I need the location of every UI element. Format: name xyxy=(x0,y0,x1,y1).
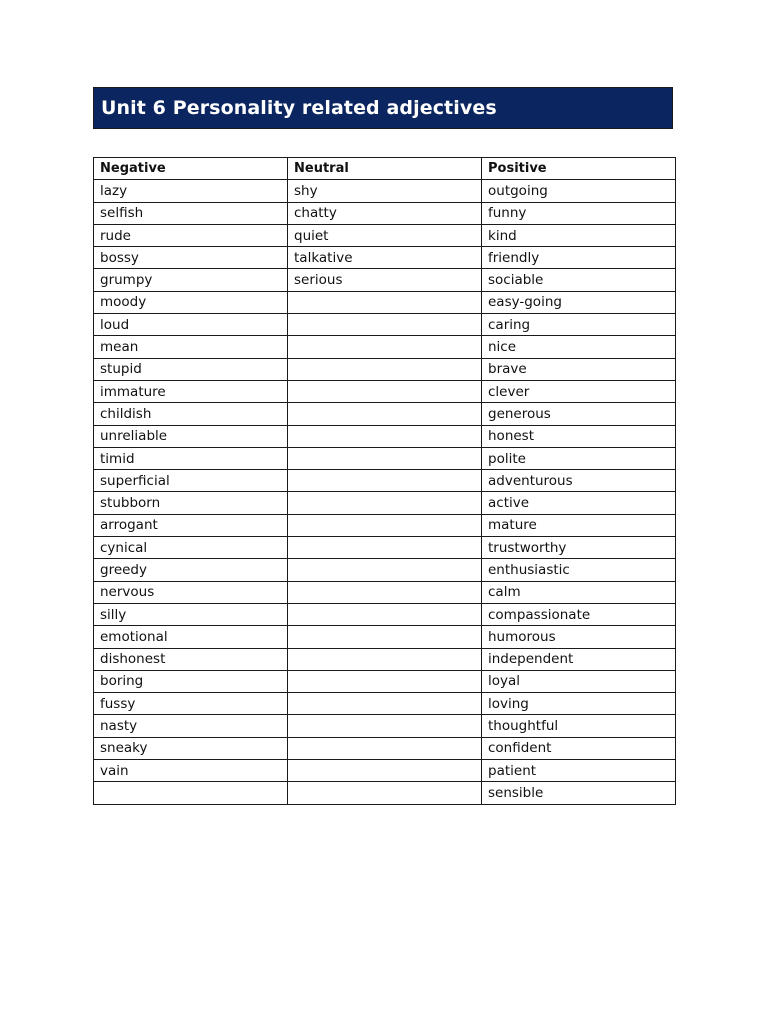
positive-cell: loyal xyxy=(482,670,676,692)
neutral-cell xyxy=(288,648,482,670)
positive-cell: generous xyxy=(482,403,676,425)
negative-cell: rude xyxy=(94,224,288,246)
positive-cell: compassionate xyxy=(482,603,676,625)
table-header-row xyxy=(94,158,676,180)
positive-cell: outgoing xyxy=(482,180,676,202)
positive-cell: active xyxy=(482,492,676,514)
negative-cell: sneaky xyxy=(94,737,288,759)
table-body xyxy=(94,180,676,804)
positive-cell: mature xyxy=(482,514,676,536)
positive-cell: sociable xyxy=(482,269,676,291)
positive-cell: friendly xyxy=(482,247,676,269)
positive-cell: calm xyxy=(482,581,676,603)
table-row xyxy=(94,447,676,469)
negative-cell: grumpy xyxy=(94,269,288,291)
negative-cell: moody xyxy=(94,291,288,313)
column-header-positive: Positive xyxy=(482,158,676,180)
positive-cell: enthusiastic xyxy=(482,559,676,581)
page-title: Unit 6 Personality related adjectives xyxy=(101,97,497,119)
positive-cell: sensible xyxy=(482,782,676,804)
negative-cell: silly xyxy=(94,603,288,625)
table-row xyxy=(94,737,676,759)
neutral-cell xyxy=(288,291,482,313)
neutral-cell: talkative xyxy=(288,247,482,269)
neutral-cell xyxy=(288,514,482,536)
neutral-cell xyxy=(288,760,482,782)
table-row xyxy=(94,537,676,559)
table-row xyxy=(94,425,676,447)
table-row xyxy=(94,760,676,782)
negative-cell: loud xyxy=(94,314,288,336)
positive-cell: brave xyxy=(482,358,676,380)
title-banner xyxy=(93,87,673,129)
negative-cell: bossy xyxy=(94,247,288,269)
neutral-cell xyxy=(288,314,482,336)
positive-cell: funny xyxy=(482,202,676,224)
negative-cell: stubborn xyxy=(94,492,288,514)
neutral-cell xyxy=(288,492,482,514)
negative-cell xyxy=(94,782,288,804)
positive-cell: thoughtful xyxy=(482,715,676,737)
positive-cell: humorous xyxy=(482,626,676,648)
negative-cell: selfish xyxy=(94,202,288,224)
table-row xyxy=(94,380,676,402)
table-row xyxy=(94,224,676,246)
neutral-cell: chatty xyxy=(288,202,482,224)
positive-cell: trustworthy xyxy=(482,537,676,559)
positive-cell: honest xyxy=(482,425,676,447)
table-row xyxy=(94,403,676,425)
table-row xyxy=(94,247,676,269)
negative-cell: stupid xyxy=(94,358,288,380)
table-row xyxy=(94,514,676,536)
table-row xyxy=(94,782,676,804)
table-row xyxy=(94,581,676,603)
negative-cell: immature xyxy=(94,380,288,402)
table-row xyxy=(94,470,676,492)
negative-cell: nervous xyxy=(94,581,288,603)
neutral-cell xyxy=(288,447,482,469)
table-row xyxy=(94,693,676,715)
positive-cell: independent xyxy=(482,648,676,670)
neutral-cell xyxy=(288,581,482,603)
negative-cell: boring xyxy=(94,670,288,692)
neutral-cell xyxy=(288,425,482,447)
table-row xyxy=(94,626,676,648)
negative-cell: dishonest xyxy=(94,648,288,670)
negative-cell: unreliable xyxy=(94,425,288,447)
table-row xyxy=(94,180,676,202)
positive-cell: loving xyxy=(482,693,676,715)
neutral-cell xyxy=(288,537,482,559)
positive-cell: kind xyxy=(482,224,676,246)
table-row xyxy=(94,492,676,514)
table-row xyxy=(94,559,676,581)
positive-cell: confident xyxy=(482,737,676,759)
neutral-cell: shy xyxy=(288,180,482,202)
neutral-cell xyxy=(288,737,482,759)
table-row xyxy=(94,291,676,313)
positive-cell: polite xyxy=(482,447,676,469)
neutral-cell xyxy=(288,470,482,492)
negative-cell: lazy xyxy=(94,180,288,202)
positive-cell: patient xyxy=(482,760,676,782)
neutral-cell: quiet xyxy=(288,224,482,246)
negative-cell: cynical xyxy=(94,537,288,559)
negative-cell: childish xyxy=(94,403,288,425)
negative-cell: arrogant xyxy=(94,514,288,536)
negative-cell: nasty xyxy=(94,715,288,737)
neutral-cell xyxy=(288,670,482,692)
table-row xyxy=(94,603,676,625)
adjectives-table xyxy=(93,157,676,805)
table-row xyxy=(94,269,676,291)
neutral-cell xyxy=(288,603,482,625)
neutral-cell xyxy=(288,358,482,380)
neutral-cell xyxy=(288,559,482,581)
table-row xyxy=(94,358,676,380)
positive-cell: nice xyxy=(482,336,676,358)
positive-cell: caring xyxy=(482,314,676,336)
neutral-cell xyxy=(288,693,482,715)
table-row xyxy=(94,670,676,692)
column-header-negative: Negative xyxy=(94,158,288,180)
neutral-cell xyxy=(288,782,482,804)
table-row xyxy=(94,202,676,224)
negative-cell: vain xyxy=(94,760,288,782)
positive-cell: adventurous xyxy=(482,470,676,492)
negative-cell: emotional xyxy=(94,626,288,648)
neutral-cell xyxy=(288,336,482,358)
neutral-cell xyxy=(288,403,482,425)
negative-cell: mean xyxy=(94,336,288,358)
negative-cell: greedy xyxy=(94,559,288,581)
negative-cell: timid xyxy=(94,447,288,469)
neutral-cell xyxy=(288,715,482,737)
negative-cell: superficial xyxy=(94,470,288,492)
column-header-neutral: Neutral xyxy=(288,158,482,180)
table-row xyxy=(94,336,676,358)
neutral-cell: serious xyxy=(288,269,482,291)
table-row xyxy=(94,648,676,670)
table-row xyxy=(94,715,676,737)
positive-cell: clever xyxy=(482,380,676,402)
positive-cell: easy-going xyxy=(482,291,676,313)
negative-cell: fussy xyxy=(94,693,288,715)
table-row xyxy=(94,314,676,336)
neutral-cell xyxy=(288,380,482,402)
neutral-cell xyxy=(288,626,482,648)
